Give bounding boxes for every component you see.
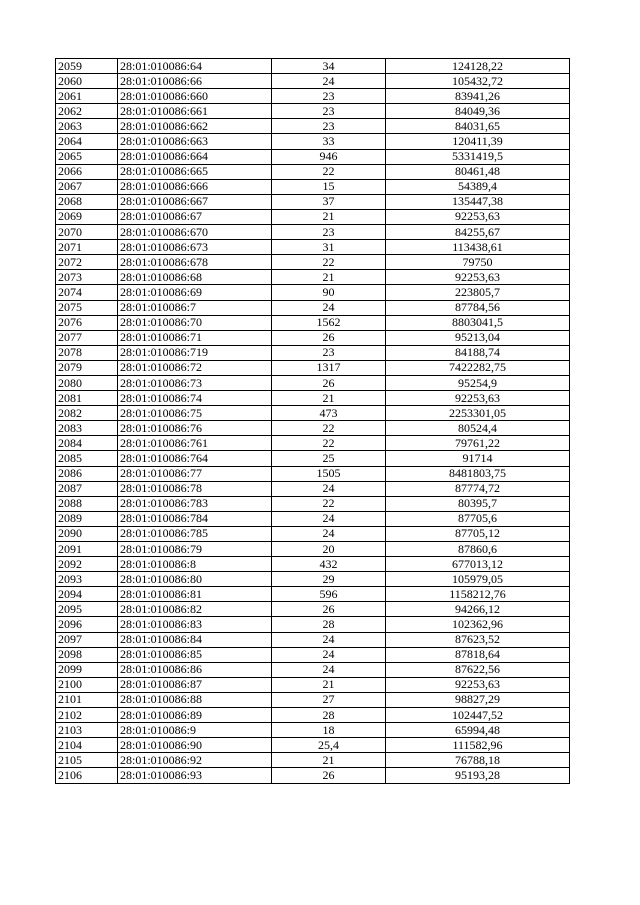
cadastral-value-cell: 87705,12 bbox=[386, 526, 570, 541]
row-number-cell: 2096 bbox=[56, 617, 118, 632]
cadastral-number-cell: 28:01:010086:764 bbox=[118, 451, 272, 466]
row-number-cell: 2070 bbox=[56, 225, 118, 240]
table-row bbox=[56, 466, 570, 481]
table-row bbox=[56, 194, 570, 209]
cadastral-value-cell: 94266,12 bbox=[386, 602, 570, 617]
cadastral-value-cell: 79750 bbox=[386, 255, 570, 270]
cadastral-value-cell: 92253,63 bbox=[386, 270, 570, 285]
area-cell: 15 bbox=[272, 179, 386, 194]
table-row bbox=[56, 149, 570, 164]
cadastral-value-cell: 102362,96 bbox=[386, 617, 570, 632]
cadastral-value-cell: 84188,74 bbox=[386, 345, 570, 360]
area-cell: 20 bbox=[272, 542, 386, 557]
cadastral-number-cell: 28:01:010086:82 bbox=[118, 602, 272, 617]
area-cell: 37 bbox=[272, 194, 386, 209]
cadastral-value-cell: 7422282,75 bbox=[386, 360, 570, 375]
row-number-cell: 2067 bbox=[56, 179, 118, 194]
area-cell: 24 bbox=[272, 74, 386, 89]
cadastral-number-cell: 28:01:010086:662 bbox=[118, 119, 272, 134]
area-cell: 23 bbox=[272, 104, 386, 119]
cadastral-value-cell: 80524,4 bbox=[386, 421, 570, 436]
cadastral-value-cell: 80395,7 bbox=[386, 496, 570, 511]
row-number-cell: 2106 bbox=[56, 768, 118, 783]
cadastral-number-cell: 28:01:010086:8 bbox=[118, 557, 272, 572]
area-cell: 1562 bbox=[272, 315, 386, 330]
cadastral-value-cell: 2253301,05 bbox=[386, 406, 570, 421]
area-cell: 25 bbox=[272, 451, 386, 466]
row-number-cell: 2098 bbox=[56, 647, 118, 662]
row-number-cell: 2101 bbox=[56, 692, 118, 707]
cadastral-value-cell: 105979,05 bbox=[386, 572, 570, 587]
row-number-cell: 2071 bbox=[56, 240, 118, 255]
area-cell: 29 bbox=[272, 572, 386, 587]
cadastral-number-cell: 28:01:010086:761 bbox=[118, 436, 272, 451]
area-cell: 26 bbox=[272, 375, 386, 390]
area-cell: 34 bbox=[272, 59, 386, 74]
table-row bbox=[56, 662, 570, 677]
cadastral-value-cell: 113438,61 bbox=[386, 240, 570, 255]
row-number-cell: 2074 bbox=[56, 285, 118, 300]
cadastral-value-cell: 87860,6 bbox=[386, 542, 570, 557]
cadastral-value-cell: 87622,56 bbox=[386, 662, 570, 677]
cadastral-value-cell: 87818,64 bbox=[386, 647, 570, 662]
cadastral-number-cell: 28:01:010086:80 bbox=[118, 572, 272, 587]
table-row bbox=[56, 451, 570, 466]
row-number-cell: 2103 bbox=[56, 723, 118, 738]
row-number-cell: 2060 bbox=[56, 74, 118, 89]
cadastral-value-cell: 102447,52 bbox=[386, 708, 570, 723]
cadastral-number-cell: 28:01:010086:85 bbox=[118, 647, 272, 662]
table-row bbox=[56, 677, 570, 692]
row-number-cell: 2069 bbox=[56, 209, 118, 224]
area-cell: 23 bbox=[272, 119, 386, 134]
cadastral-value-cell: 95254,9 bbox=[386, 375, 570, 390]
table-row bbox=[56, 436, 570, 451]
cadastral-number-cell: 28:01:010086:70 bbox=[118, 315, 272, 330]
cadastral-number-cell: 28:01:010086:9 bbox=[118, 723, 272, 738]
cadastral-number-cell: 28:01:010086:664 bbox=[118, 149, 272, 164]
table-row bbox=[56, 59, 570, 74]
row-number-cell: 2081 bbox=[56, 391, 118, 406]
table-row bbox=[56, 375, 570, 390]
table-row bbox=[56, 74, 570, 89]
cadastral-value-cell: 5331419,5 bbox=[386, 149, 570, 164]
cadastral-number-cell: 28:01:010086:667 bbox=[118, 194, 272, 209]
cadastral-number-cell: 28:01:010086:73 bbox=[118, 375, 272, 390]
table-row bbox=[56, 330, 570, 345]
row-number-cell: 2094 bbox=[56, 587, 118, 602]
cadastral-number-cell: 28:01:010086:64 bbox=[118, 59, 272, 74]
cadastral-number-cell: 28:01:010086:784 bbox=[118, 511, 272, 526]
cadastral-value-cell: 84255,67 bbox=[386, 225, 570, 240]
table-row bbox=[56, 421, 570, 436]
cadastral-value-cell: 223805,7 bbox=[386, 285, 570, 300]
area-cell: 24 bbox=[272, 526, 386, 541]
area-cell: 24 bbox=[272, 481, 386, 496]
area-cell: 26 bbox=[272, 602, 386, 617]
cadastral-value-cell: 1158212,76 bbox=[386, 587, 570, 602]
row-number-cell: 2063 bbox=[56, 119, 118, 134]
area-cell: 946 bbox=[272, 149, 386, 164]
area-cell: 1317 bbox=[272, 360, 386, 375]
area-cell: 28 bbox=[272, 708, 386, 723]
row-number-cell: 2088 bbox=[56, 496, 118, 511]
cadastral-number-cell: 28:01:010086:84 bbox=[118, 632, 272, 647]
cadastral-value-cell: 120411,39 bbox=[386, 134, 570, 149]
cadastral-value-cell: 76788,18 bbox=[386, 753, 570, 768]
cadastral-value-cell: 111582,96 bbox=[386, 738, 570, 753]
table-row bbox=[56, 134, 570, 149]
cadastral-value-cell: 80461,48 bbox=[386, 164, 570, 179]
cadastral-number-cell: 28:01:010086:673 bbox=[118, 240, 272, 255]
cadastral-value-table bbox=[55, 58, 570, 784]
table-row bbox=[56, 89, 570, 104]
cadastral-value-cell: 92253,63 bbox=[386, 677, 570, 692]
cadastral-number-cell: 28:01:010086:69 bbox=[118, 285, 272, 300]
table-row bbox=[56, 617, 570, 632]
table-row bbox=[56, 572, 570, 587]
table-row bbox=[56, 496, 570, 511]
table-row bbox=[56, 587, 570, 602]
row-number-cell: 2087 bbox=[56, 481, 118, 496]
cadastral-number-cell: 28:01:010086:7 bbox=[118, 300, 272, 315]
row-number-cell: 2092 bbox=[56, 557, 118, 572]
table-row bbox=[56, 104, 570, 119]
cadastral-number-cell: 28:01:010086:87 bbox=[118, 677, 272, 692]
row-number-cell: 2061 bbox=[56, 89, 118, 104]
table-row bbox=[56, 542, 570, 557]
row-number-cell: 2068 bbox=[56, 194, 118, 209]
table-row bbox=[56, 164, 570, 179]
cadastral-value-cell: 92253,63 bbox=[386, 209, 570, 224]
cadastral-value-cell: 8481803,75 bbox=[386, 466, 570, 481]
table-row bbox=[56, 119, 570, 134]
table-row bbox=[56, 225, 570, 240]
row-number-cell: 2093 bbox=[56, 572, 118, 587]
cadastral-value-cell: 54389,4 bbox=[386, 179, 570, 194]
cadastral-number-cell: 28:01:010086:665 bbox=[118, 164, 272, 179]
area-cell: 596 bbox=[272, 587, 386, 602]
area-cell: 23 bbox=[272, 225, 386, 240]
row-number-cell: 2075 bbox=[56, 300, 118, 315]
table-row bbox=[56, 255, 570, 270]
cadastral-value-cell: 135447,38 bbox=[386, 194, 570, 209]
cadastral-number-cell: 28:01:010086:81 bbox=[118, 587, 272, 602]
area-cell: 24 bbox=[272, 300, 386, 315]
row-number-cell: 2066 bbox=[56, 164, 118, 179]
table-row bbox=[56, 391, 570, 406]
cadastral-number-cell: 28:01:010086:678 bbox=[118, 255, 272, 270]
cadastral-number-cell: 28:01:010086:74 bbox=[118, 391, 272, 406]
area-cell: 23 bbox=[272, 89, 386, 104]
row-number-cell: 2086 bbox=[56, 466, 118, 481]
cadastral-number-cell: 28:01:010086:68 bbox=[118, 270, 272, 285]
cadastral-number-cell: 28:01:010086:90 bbox=[118, 738, 272, 753]
row-number-cell: 2100 bbox=[56, 677, 118, 692]
table-row bbox=[56, 647, 570, 662]
table-row bbox=[56, 481, 570, 496]
cadastral-value-cell: 92253,63 bbox=[386, 391, 570, 406]
area-cell: 21 bbox=[272, 209, 386, 224]
cadastral-number-cell: 28:01:010086:71 bbox=[118, 330, 272, 345]
area-cell: 31 bbox=[272, 240, 386, 255]
table-row bbox=[56, 300, 570, 315]
row-number-cell: 2097 bbox=[56, 632, 118, 647]
row-number-cell: 2085 bbox=[56, 451, 118, 466]
row-number-cell: 2102 bbox=[56, 708, 118, 723]
row-number-cell: 2077 bbox=[56, 330, 118, 345]
area-cell: 21 bbox=[272, 270, 386, 285]
table-row bbox=[56, 692, 570, 707]
cadastral-value-cell: 8803041,5 bbox=[386, 315, 570, 330]
area-cell: 22 bbox=[272, 496, 386, 511]
area-cell: 22 bbox=[272, 255, 386, 270]
cadastral-value-cell: 87774,72 bbox=[386, 481, 570, 496]
row-number-cell: 2076 bbox=[56, 315, 118, 330]
cadastral-number-cell: 28:01:010086:88 bbox=[118, 692, 272, 707]
area-cell: 18 bbox=[272, 723, 386, 738]
row-number-cell: 2072 bbox=[56, 255, 118, 270]
row-number-cell: 2084 bbox=[56, 436, 118, 451]
row-number-cell: 2105 bbox=[56, 753, 118, 768]
cadastral-value-cell: 95193,28 bbox=[386, 768, 570, 783]
table-row bbox=[56, 179, 570, 194]
area-cell: 21 bbox=[272, 753, 386, 768]
table-row bbox=[56, 632, 570, 647]
table-row bbox=[56, 315, 570, 330]
cadastral-value-cell: 84031,65 bbox=[386, 119, 570, 134]
area-cell: 24 bbox=[272, 647, 386, 662]
table-body bbox=[56, 59, 570, 784]
row-number-cell: 2082 bbox=[56, 406, 118, 421]
area-cell: 24 bbox=[272, 662, 386, 677]
area-cell: 22 bbox=[272, 421, 386, 436]
table-row bbox=[56, 406, 570, 421]
row-number-cell: 2080 bbox=[56, 375, 118, 390]
row-number-cell: 2095 bbox=[56, 602, 118, 617]
area-cell: 27 bbox=[272, 692, 386, 707]
area-cell: 24 bbox=[272, 511, 386, 526]
cadastral-value-cell: 95213,04 bbox=[386, 330, 570, 345]
row-number-cell: 2062 bbox=[56, 104, 118, 119]
area-cell: 473 bbox=[272, 406, 386, 421]
cadastral-number-cell: 28:01:010086:93 bbox=[118, 768, 272, 783]
cadastral-number-cell: 28:01:010086:72 bbox=[118, 360, 272, 375]
area-cell: 25,4 bbox=[272, 738, 386, 753]
cadastral-value-cell: 105432,72 bbox=[386, 74, 570, 89]
cadastral-number-cell: 28:01:010086:783 bbox=[118, 496, 272, 511]
row-number-cell: 2059 bbox=[56, 59, 118, 74]
cadastral-number-cell: 28:01:010086:660 bbox=[118, 89, 272, 104]
row-number-cell: 2099 bbox=[56, 662, 118, 677]
row-number-cell: 2104 bbox=[56, 738, 118, 753]
cadastral-number-cell: 28:01:010086:78 bbox=[118, 481, 272, 496]
table-row bbox=[56, 708, 570, 723]
cadastral-value-cell: 677013,12 bbox=[386, 557, 570, 572]
cadastral-number-cell: 28:01:010086:666 bbox=[118, 179, 272, 194]
table-row bbox=[56, 602, 570, 617]
cadastral-value-cell: 84049,36 bbox=[386, 104, 570, 119]
table-row bbox=[56, 723, 570, 738]
table-row bbox=[56, 526, 570, 541]
cadastral-number-cell: 28:01:010086:86 bbox=[118, 662, 272, 677]
cadastral-number-cell: 28:01:010086:670 bbox=[118, 225, 272, 240]
area-cell: 24 bbox=[272, 632, 386, 647]
cadastral-number-cell: 28:01:010086:785 bbox=[118, 526, 272, 541]
row-number-cell: 2073 bbox=[56, 270, 118, 285]
cadastral-number-cell: 28:01:010086:79 bbox=[118, 542, 272, 557]
table-row bbox=[56, 270, 570, 285]
table-row bbox=[56, 738, 570, 753]
row-number-cell: 2090 bbox=[56, 526, 118, 541]
area-cell: 26 bbox=[272, 330, 386, 345]
table-row bbox=[56, 511, 570, 526]
area-cell: 1505 bbox=[272, 466, 386, 481]
row-number-cell: 2091 bbox=[56, 542, 118, 557]
cadastral-value-cell: 91714 bbox=[386, 451, 570, 466]
cadastral-number-cell: 28:01:010086:66 bbox=[118, 74, 272, 89]
area-cell: 22 bbox=[272, 436, 386, 451]
row-number-cell: 2079 bbox=[56, 360, 118, 375]
row-number-cell: 2065 bbox=[56, 149, 118, 164]
area-cell: 28 bbox=[272, 617, 386, 632]
cadastral-number-cell: 28:01:010086:719 bbox=[118, 345, 272, 360]
cadastral-value-cell: 124128,22 bbox=[386, 59, 570, 74]
area-cell: 90 bbox=[272, 285, 386, 300]
cadastral-value-cell: 83941,26 bbox=[386, 89, 570, 104]
cadastral-value-cell: 79761,22 bbox=[386, 436, 570, 451]
cadastral-number-cell: 28:01:010086:661 bbox=[118, 104, 272, 119]
area-cell: 23 bbox=[272, 345, 386, 360]
area-cell: 33 bbox=[272, 134, 386, 149]
table-row bbox=[56, 768, 570, 783]
area-cell: 21 bbox=[272, 391, 386, 406]
area-cell: 21 bbox=[272, 677, 386, 692]
cadastral-value-cell: 87784,56 bbox=[386, 300, 570, 315]
cadastral-number-cell: 28:01:010086:92 bbox=[118, 753, 272, 768]
area-cell: 22 bbox=[272, 164, 386, 179]
table-row bbox=[56, 360, 570, 375]
area-cell: 26 bbox=[272, 768, 386, 783]
table-row bbox=[56, 209, 570, 224]
cadastral-value-cell: 87623,52 bbox=[386, 632, 570, 647]
row-number-cell: 2089 bbox=[56, 511, 118, 526]
row-number-cell: 2078 bbox=[56, 345, 118, 360]
table-row bbox=[56, 345, 570, 360]
cadastral-number-cell: 28:01:010086:83 bbox=[118, 617, 272, 632]
row-number-cell: 2064 bbox=[56, 134, 118, 149]
cadastral-number-cell: 28:01:010086:75 bbox=[118, 406, 272, 421]
cadastral-number-cell: 28:01:010086:89 bbox=[118, 708, 272, 723]
area-cell: 432 bbox=[272, 557, 386, 572]
cadastral-number-cell: 28:01:010086:77 bbox=[118, 466, 272, 481]
cadastral-value-cell: 87705,6 bbox=[386, 511, 570, 526]
table-row bbox=[56, 753, 570, 768]
cadastral-value-cell: 98827,29 bbox=[386, 692, 570, 707]
table-row bbox=[56, 557, 570, 572]
cadastral-number-cell: 28:01:010086:663 bbox=[118, 134, 272, 149]
table-row bbox=[56, 285, 570, 300]
table-row bbox=[56, 240, 570, 255]
cadastral-number-cell: 28:01:010086:67 bbox=[118, 209, 272, 224]
row-number-cell: 2083 bbox=[56, 421, 118, 436]
cadastral-value-cell: 65994,48 bbox=[386, 723, 570, 738]
cadastral-number-cell: 28:01:010086:76 bbox=[118, 421, 272, 436]
